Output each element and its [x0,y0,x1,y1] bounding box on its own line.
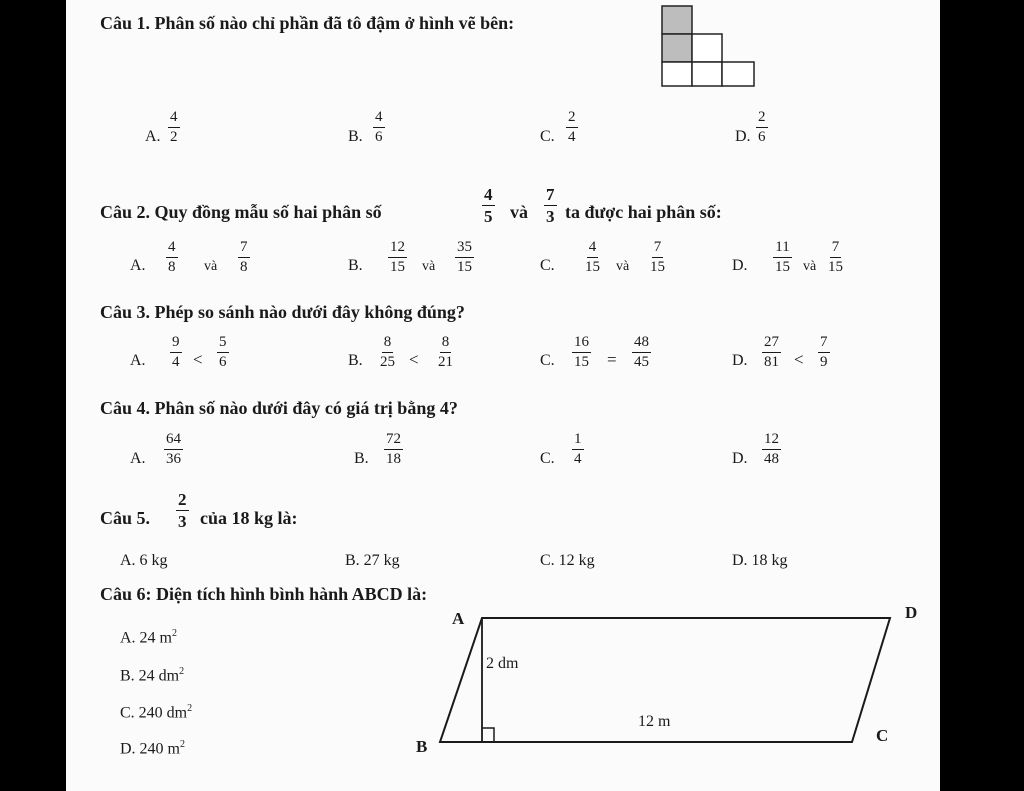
q2-fraction-1: $\frac{4}{5}$ [484,185,493,226]
q3-option-d-op: < [794,350,804,369]
q6-option-d[interactable]: D. 240 $m^2$ [120,739,185,758]
q2-option-b-frac2: $\frac{35}{15}$ [457,239,472,275]
q1-option-a-letter[interactable]: A. [145,128,161,145]
q2-suffix: ta được hai phân số: [565,202,722,222]
q2-option-b-letter[interactable]: B. [348,257,363,274]
q1-staircase-figure [660,4,760,88]
q3-text: Câu 3. Phép so sánh nào dưới đây không đúng? [100,302,465,322]
q4-option-d-letter[interactable]: D. [732,450,748,467]
q3-option-a-frac1: $\frac{9}{4}$ [172,334,180,370]
base-label: 12 m [638,713,671,730]
q4-option-a-fraction: $\frac{64}{36}$ [166,431,181,467]
q6-option-b[interactable]: B. 24 $dm^2$ [120,666,185,685]
q1-option-c-letter[interactable]: C. [540,128,555,145]
q2-mid: và [510,202,528,222]
q3-option-d-frac2: $\frac{7}{9}$ [820,334,828,370]
vertex-c: C [876,726,889,745]
q1-cell-4 [662,62,692,86]
vertex-a: A [452,609,465,628]
q3-option-c-op: = [607,350,617,369]
q3-option-c-letter[interactable]: C. [540,352,555,369]
q3-option-c-frac2: $\frac{48}{45}$ [634,334,649,370]
q2-option-a-conj: và [204,259,218,274]
vertex-d: D [905,603,918,622]
q5-suffix: của 18 kg là: [200,508,298,528]
q3-option-b-op: < [409,350,419,369]
q1-text: Câu 1. Phân số nào chỉ phần đã tô đậm ở hình vẽ bên: [100,13,515,33]
q3-option-b-letter[interactable]: B. [348,352,363,369]
q3-option-a-op: < [193,350,203,369]
q5-option-a[interactable]: A. 6 kg [120,552,168,569]
q2-option-b-frac1: $\frac{12}{15}$ [390,239,405,275]
q1-cell-shaded-1 [662,6,692,34]
q2-option-d-conj: và [803,259,817,274]
q5-option-c[interactable]: C. 12 kg [540,552,595,569]
q1-cell-shaded-2 [662,34,692,62]
q1-cell-3 [692,34,722,62]
q2-option-d-letter[interactable]: D. [732,257,748,274]
q6-option-a[interactable]: A. 24 $m^2$ [120,628,177,647]
q3-option-c-frac1: $\frac{16}{15}$ [574,334,589,370]
q1-cell-6 [722,62,754,86]
q1-option-d-letter[interactable]: D. [735,128,751,145]
q4-option-b-letter[interactable]: B. [354,450,369,467]
q2-option-d-frac1: $\frac{11}{15}$ [775,239,790,275]
q4-option-d-fraction: $\frac{12}{48}$ [764,431,779,467]
q4-text: Câu 4. Phân số nào dưới đây có giá trị bằng 4? [100,398,458,418]
vertex-b: B [416,737,428,756]
height-label: 2 dm [486,655,519,672]
q3-option-b-frac2: $\frac{8}{21}$ [438,334,453,370]
q6-parallelogram-figure [410,596,930,766]
q2-option-a-letter[interactable]: A. [130,257,146,274]
q5-option-b[interactable]: B. 27 kg [345,552,400,569]
q4-option-b-fraction: $\frac{72}{18}$ [386,431,401,467]
q2-fraction-2: $\frac{7}{3}$ [546,185,555,226]
q1-option-a-fraction: $\frac{4}{2}$ [170,109,178,145]
q4-option-c-letter[interactable]: C. [540,450,555,467]
q2-option-c-letter[interactable]: C. [540,257,555,274]
q4-option-c-fraction: $\frac{1}{4}$ [574,431,582,467]
q2-option-a-frac2: $\frac{7}{8}$ [240,239,248,275]
q4-option-a-letter[interactable]: A. [130,450,146,467]
q2-option-b-conj: và [422,259,436,274]
q2-option-c-conj: và [616,259,630,274]
q5-fraction: $\frac{2}{3}$ [178,490,187,531]
q6-text: Câu 6: Diện tích hình bình hành ABCD là: [100,584,428,604]
q2-prefix: Câu 2. Quy đồng mẫu số hai phân số [100,202,382,222]
q1-option-b-fraction: $\frac{4}{6}$ [375,109,383,145]
q3-option-d-letter[interactable]: D. [732,352,748,369]
q2-option-c-frac2: $\frac{7}{15}$ [650,239,665,275]
q1-cell-5 [692,62,722,86]
q2-option-d-frac2: $\frac{7}{15}$ [828,239,843,275]
right-angle-mark [482,728,494,742]
q1-option-d-fraction: $\frac{2}{6}$ [758,109,766,145]
q5-prefix: Câu 5. [100,508,151,528]
q3-option-b-frac1: $\frac{8}{25}$ [380,334,395,370]
q2-option-a-frac1: $\frac{4}{8}$ [168,239,176,275]
q3-option-a-frac2: $\frac{5}{6}$ [219,334,227,370]
q1-option-c-fraction: $\frac{2}{4}$ [568,109,576,145]
q1-option-b-letter[interactable]: B. [348,128,363,145]
q3-option-a-letter[interactable]: A. [130,352,146,369]
q2-option-c-frac1: $\frac{4}{15}$ [585,239,600,275]
q6-option-c[interactable]: C. 240 $dm^2$ [120,703,193,722]
q5-option-d[interactable]: D. 18 kg [732,552,788,569]
q3-option-d-frac1: $\frac{27}{81}$ [764,334,779,370]
